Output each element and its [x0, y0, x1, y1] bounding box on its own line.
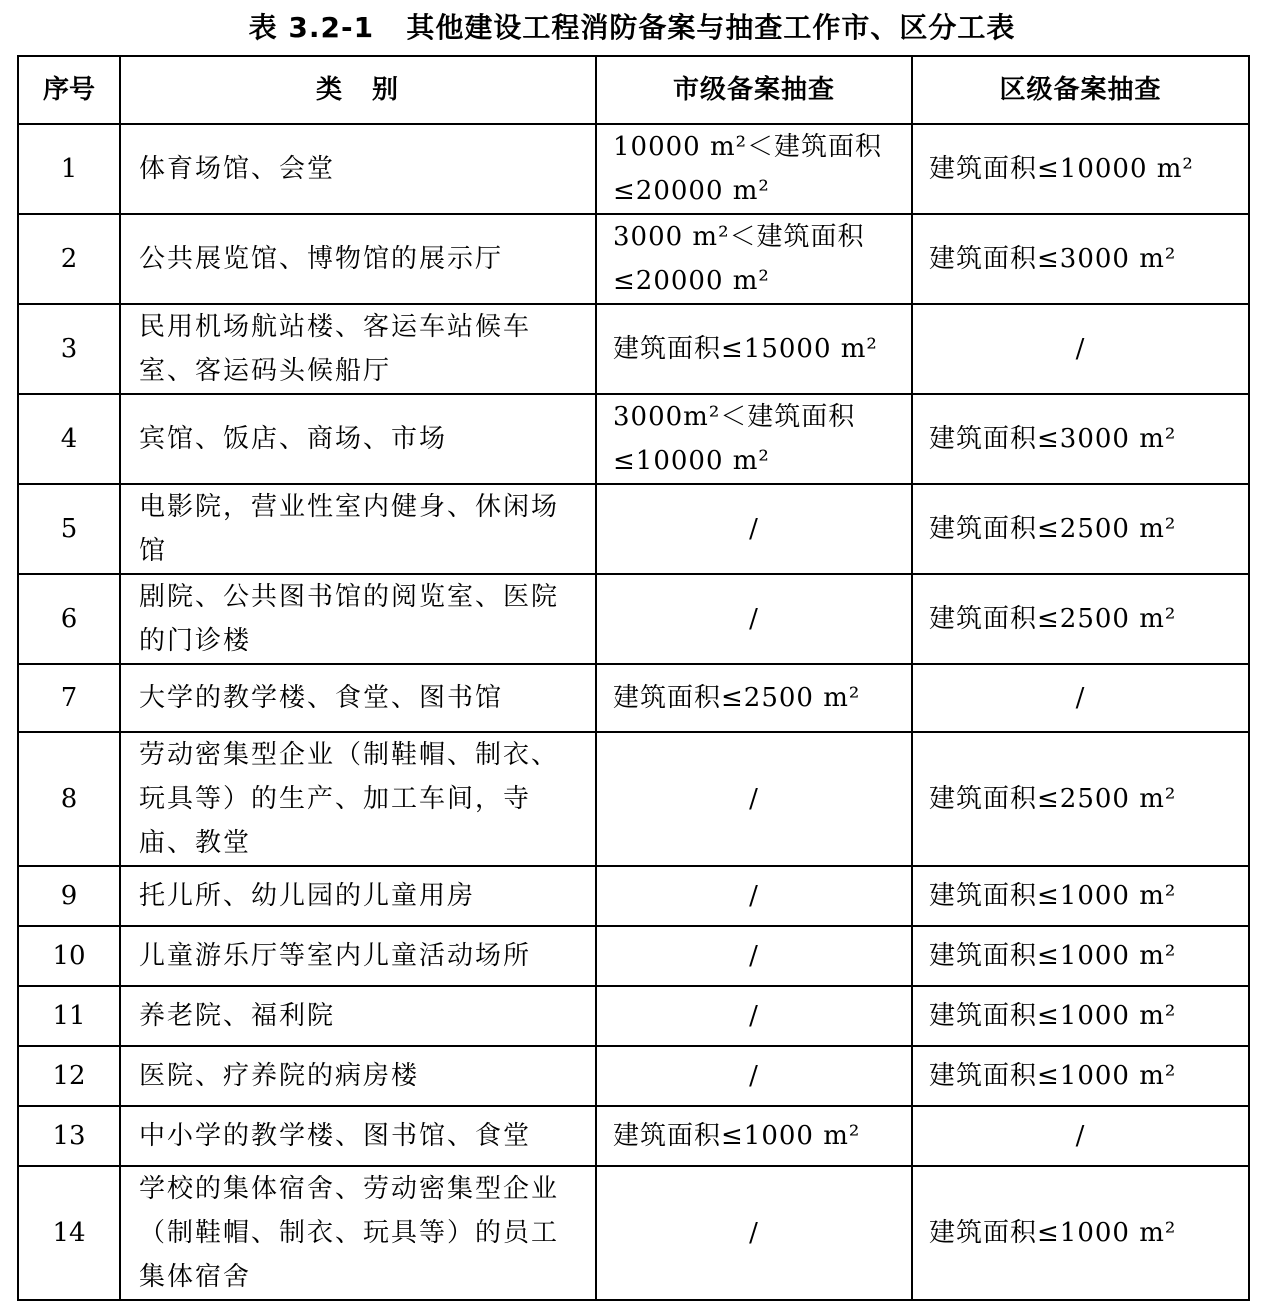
- row-city-level: /: [596, 1046, 912, 1106]
- row-seq: 5: [18, 484, 120, 574]
- header-city-level: 市级备案抽查: [596, 56, 912, 124]
- row-district-level: 建筑面积≤1000 m²: [912, 926, 1249, 986]
- row-category: 托儿所、幼儿园的儿童用房: [120, 866, 596, 926]
- table-row: [18, 214, 1249, 304]
- header-seq: 序号: [18, 56, 120, 124]
- row-city-level: 10000 m²＜建筑面积≤20000 m²: [596, 124, 912, 214]
- row-category: 电影院，营业性室内健身、休闲场馆: [120, 484, 596, 574]
- row-district-level: 建筑面积≤1000 m²: [912, 1166, 1249, 1300]
- row-seq: 7: [18, 664, 120, 732]
- row-city-level: 建筑面积≤1000 m²: [596, 1106, 912, 1166]
- row-category: 劳动密集型企业（制鞋帽、制衣、玩具等）的生产、加工车间，寺庙、教堂: [120, 732, 596, 866]
- row-district-level: 建筑面积≤1000 m²: [912, 866, 1249, 926]
- table-row: [18, 926, 1249, 986]
- page-title: 表 3.2-1 其他建设工程消防备案与抽查工作市、区分工表: [248, 11, 1016, 44]
- table-row: [18, 304, 1249, 394]
- row-seq: 2: [18, 214, 120, 304]
- row-seq: 14: [18, 1166, 120, 1300]
- row-seq: 11: [18, 986, 120, 1046]
- row-district-level: 建筑面积≤1000 m²: [912, 986, 1249, 1046]
- row-city-level: /: [596, 926, 912, 986]
- row-city-level: 建筑面积≤2500 m²: [596, 664, 912, 732]
- row-district-level: 建筑面积≤3000 m²: [912, 394, 1249, 484]
- row-seq: 12: [18, 1046, 120, 1106]
- row-category: 宾馆、饭店、商场、市场: [120, 394, 596, 484]
- row-district-level: /: [912, 1106, 1249, 1166]
- row-district-level: 建筑面积≤10000 m²: [912, 124, 1249, 214]
- row-city-level: /: [596, 574, 912, 664]
- row-category: 体育场馆、会堂: [120, 124, 596, 214]
- row-city-level: /: [596, 1166, 912, 1300]
- row-district-level: 建筑面积≤1000 m²: [912, 1046, 1249, 1106]
- row-category: 中小学的教学楼、图书馆、食堂: [120, 1106, 596, 1166]
- table-row: [18, 866, 1249, 926]
- row-district-level: /: [912, 664, 1249, 732]
- table-row: [18, 124, 1249, 214]
- row-category: 医院、疗养院的病房楼: [120, 1046, 596, 1106]
- header-category: 类 别: [120, 56, 596, 124]
- row-seq: 10: [18, 926, 120, 986]
- row-district-level: 建筑面积≤2500 m²: [912, 732, 1249, 866]
- row-seq: 1: [18, 124, 120, 214]
- row-category: 养老院、福利院: [120, 986, 596, 1046]
- row-seq: 6: [18, 574, 120, 664]
- table-row: [18, 394, 1249, 484]
- table-row: [18, 1106, 1249, 1166]
- row-city-level: /: [596, 866, 912, 926]
- table-row: [18, 574, 1249, 664]
- row-district-level: 建筑面积≤2500 m²: [912, 574, 1249, 664]
- table-row: [18, 1166, 1249, 1300]
- row-district-level: 建筑面积≤2500 m²: [912, 484, 1249, 574]
- table-header-row: [18, 56, 1249, 124]
- row-seq: 3: [18, 304, 120, 394]
- row-category: 剧院、公共图书馆的阅览室、医院的门诊楼: [120, 574, 596, 664]
- row-city-level: 3000m²＜建筑面积≤10000 m²: [596, 394, 912, 484]
- row-district-level: /: [912, 304, 1249, 394]
- row-category: 儿童游乐厅等室内儿童活动场所: [120, 926, 596, 986]
- header-district-level: 区级备案抽查: [912, 56, 1249, 124]
- row-district-level: 建筑面积≤3000 m²: [912, 214, 1249, 304]
- table-row: [18, 484, 1249, 574]
- row-city-level: 建筑面积≤15000 m²: [596, 304, 912, 394]
- table-row: [18, 732, 1249, 866]
- row-city-level: /: [596, 484, 912, 574]
- table-row: [18, 664, 1249, 732]
- row-city-level: 3000 m²＜建筑面积≤20000 m²: [596, 214, 912, 304]
- row-city-level: /: [596, 986, 912, 1046]
- row-category: 大学的教学楼、食堂、图书馆: [120, 664, 596, 732]
- row-seq: 8: [18, 732, 120, 866]
- row-category: 民用机场航站楼、客运车站候车室、客运码头候船厅: [120, 304, 596, 394]
- row-seq: 13: [18, 1106, 120, 1166]
- row-category: 公共展览馆、博物馆的展示厅: [120, 214, 596, 304]
- row-seq: 4: [18, 394, 120, 484]
- division-table: [17, 55, 1250, 1301]
- table-row: [18, 986, 1249, 1046]
- table-row: [18, 1046, 1249, 1106]
- row-city-level: /: [596, 732, 912, 866]
- row-category: 学校的集体宿舍、劳动密集型企业（制鞋帽、制衣、玩具等）的员工集体宿舍: [120, 1166, 596, 1300]
- row-seq: 9: [18, 866, 120, 926]
